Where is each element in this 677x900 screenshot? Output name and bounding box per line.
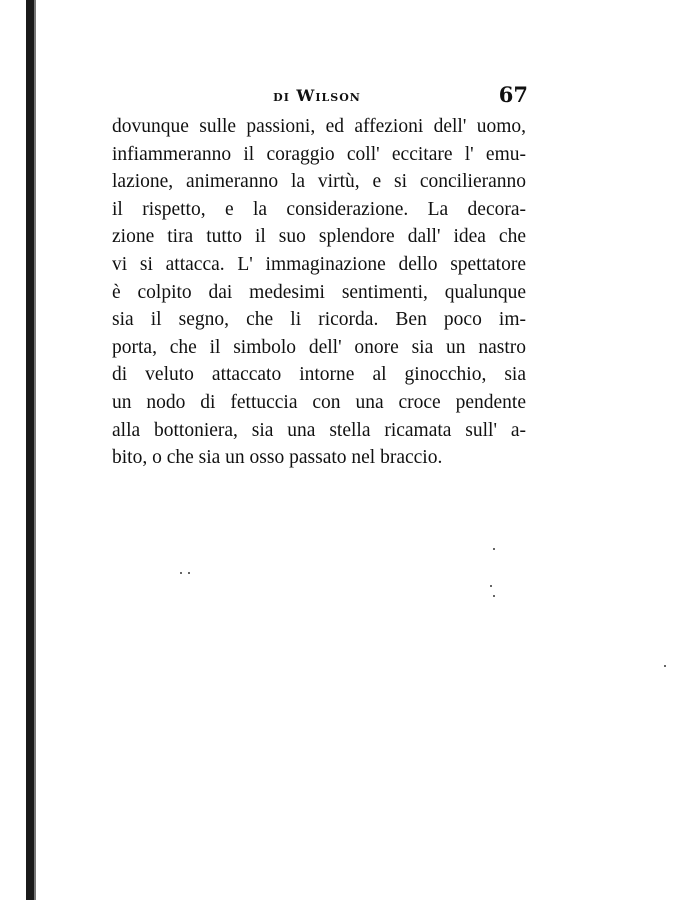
text-line: un nodo di fettuccia con una croce pendente [112,391,526,413]
text-line: è colpito dai medesimi sentimenti, qualunque [112,281,526,303]
text-line: porta, che il simbolo dell' onore sia un nastro [112,336,526,358]
book-spine-edge [26,0,34,900]
text-line: dovunque sulle passioni, ed affezioni dell' uomo, [112,116,526,137]
text-line: infiammeranno il coraggio coll' eccitare l' emu- [112,143,526,165]
text-line: lazione, animeranno la virtù, e si concilieranno [112,171,526,193]
scan-speck [493,595,495,597]
text-line: sia il segno, che li ricorda. Ben poco im- [112,309,526,331]
text-line: zione tira tutto il suo splendore dall' idea che [112,226,526,248]
page-header [112,82,528,112]
page-number: 67 [498,82,528,107]
scan-speck [188,572,190,574]
scan-speck [490,585,492,587]
scan-speck [664,665,666,667]
running-title: di Wilson [273,86,361,105]
book-spine-shadow [34,0,36,900]
scan-speck [493,548,495,550]
text-line: di veluto attaccato intorne al ginocchio, sia [112,364,526,386]
text-line: il rispetto, e la considerazione. La decora- [112,198,526,220]
body-text [112,113,526,472]
text-line: bito, o che sia un osso passato nel braccio. [112,447,443,469]
text-line: vi si attacca. L' immaginazione dello spettatore [112,253,526,275]
text-line: alla bottoniera, sia una stella ricamata sull' a- [112,419,526,441]
scan-speck [180,572,182,574]
